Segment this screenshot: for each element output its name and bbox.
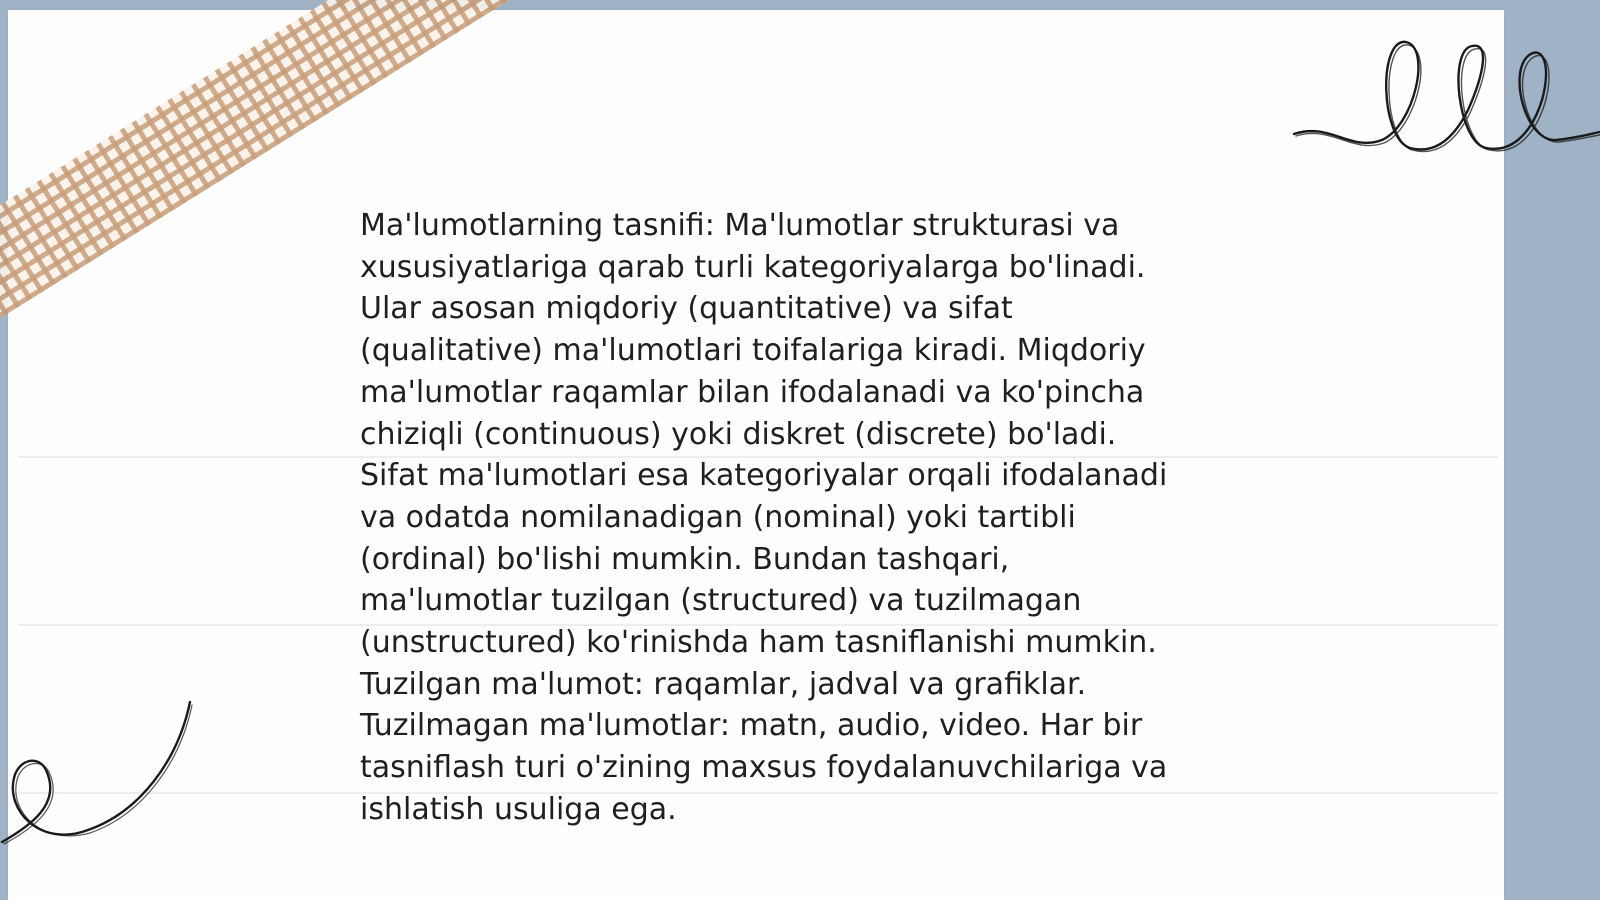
slide-body-text: Ma'lumotlarning tasnifi: Ma'lumotlar strukturasi va xususiyatlariga qarab turli kategoriyalarga bo'linadi. Ular asosan miqdoriy (quantitative) va sifat (qualitative) ma'lumotlari toifalariga kiradi. Miqdoriy ma'lumotlar raqamlar bilan ifodalanadi va ko'pincha chiziqli (continuous) yoki diskret (discrete) bo'ladi. Sifat ma'lumotlari esa kategoriyalar orqali ifodalanadi va odatda nomilanadigan (nominal) yoki tartibli (ordinal) bo'lishi mumkin. Bundan tashqari, ma'lumotlar tuzilgan (structured) va tuzilmagan (unstructured) ko'rinishda ham tasniflanishi mumkin. Tuzilgan ma'lumot: raqamlar, jadval va grafiklar. Tuzilmagan ma'lumotlar: matn, audio, video. Har bir tasniflash turi o'zining maxsus foydalanuvchilariga va ishlatish usuliga ega. xyxy=(360,208,1168,827)
swoosh-doodle-icon xyxy=(0,700,200,850)
loop-doodle-icon xyxy=(1290,30,1600,170)
